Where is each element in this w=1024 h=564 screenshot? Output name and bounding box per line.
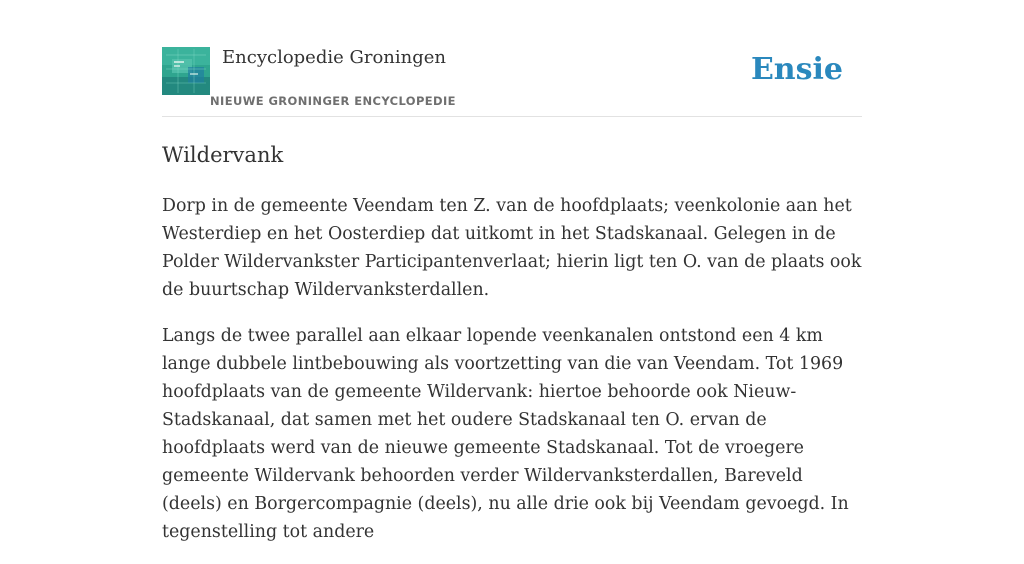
site-title-link[interactable]: Encyclopedie Groningen [222, 47, 447, 68]
article-paragraph: Dorp in de gemeente Veendam ten Z. van de hoofdplaats; veenkolonie aan het Westerdiep en het Oosterdiep dat uitkomt in het Stadskanaal. Gelegen in de Polder Wildervankster Participantenverlaat; hierin ligt ten O. van de plaats ook de buurtschap Wildervanksterdallen. [162, 196, 862, 300]
article-body [162, 192, 862, 564]
article-paragraph: Langs de twee parallel aan elkaar lopende veenkanalen ontstond een 4 km lange dubbele lintbebouwing als voortzetting van die van Veendam. Tot 1969 hoofdplaats van de gemeente Wildervank: hiertoe behoorde ook Nieuw-Stadskanaal, dat samen met het oudere Stadskanaal ten O. ervan de hoofdplaats werd van de nieuwe gemeente Stadskanaal. Tot de vroegere gemeente Wildervank behoorden verder Wildervanksterdallen, Bareveld (deels) en Borgercompagnie (deels), nu alle drie ook bij Veendam gevoegd. In tegenstelling tot andere [162, 326, 849, 542]
site-subtitle: NIEUWE GRONINGER ENCYCLOPEDIE [210, 94, 456, 108]
ensie-brand-link[interactable]: Ensie [750, 52, 843, 87]
map-thumbnail-icon[interactable] [162, 47, 210, 95]
site-header [162, 0, 862, 117]
page [162, 0, 862, 542]
article-title: Wildervank [162, 143, 284, 167]
